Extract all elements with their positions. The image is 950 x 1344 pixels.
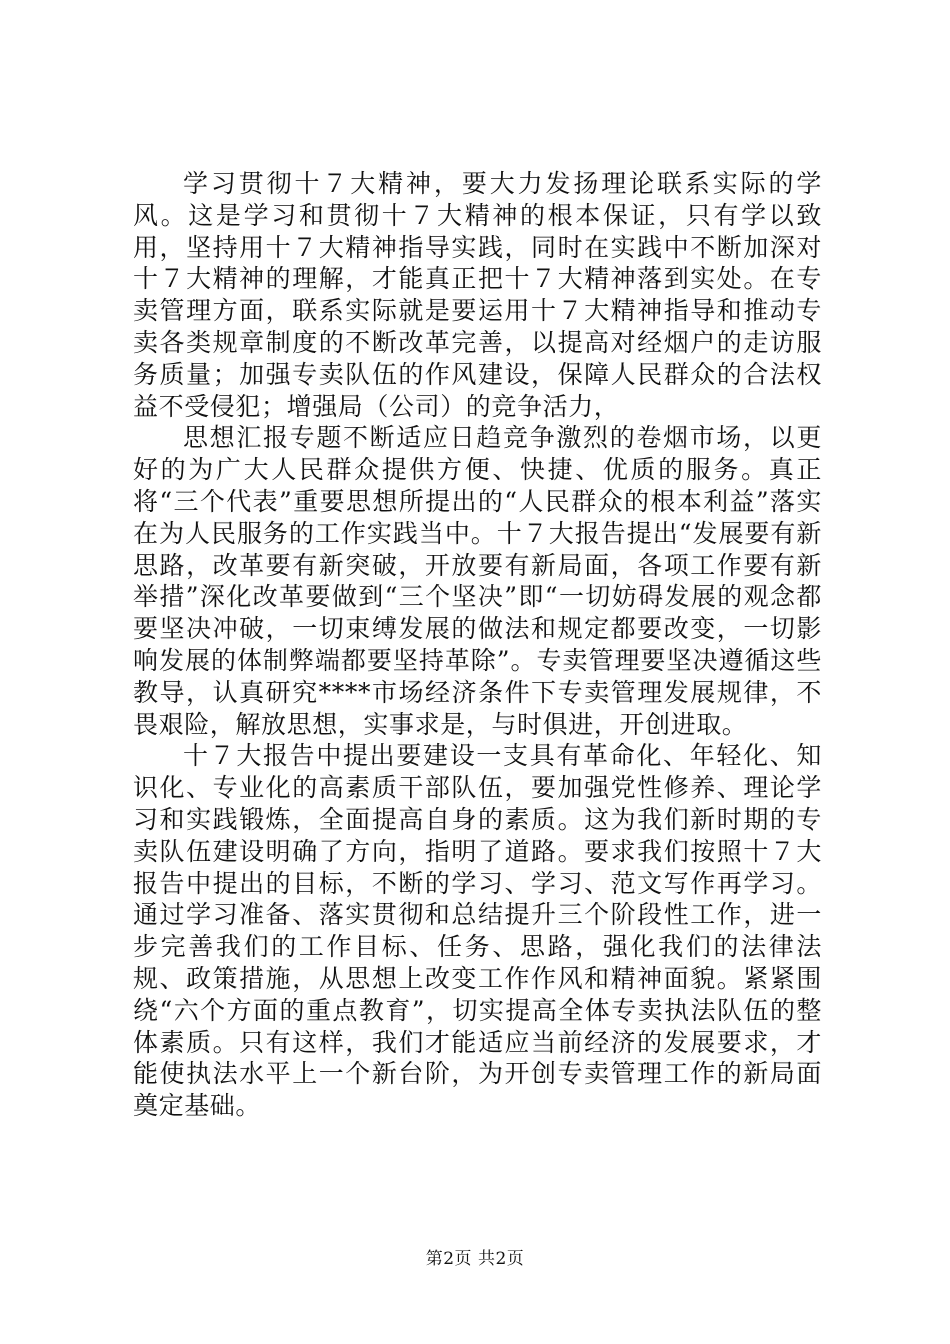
paragraph-1: 学习贯彻十７大精神，要大力发扬理论联系实际的学风。这是学习和贯彻十７大精神的根本保证，只有学以致用，坚持用十７大精神指导实践，同时在实践中不断加深对十７大精神的理解，才能真正把十７大精神落到实处。在专卖管理方面，联系实际就是要运用十７大精神指导和推动专卖各类规章制度的不断改革完善，以提高对经烟户的走访服务质量；加强专卖队伍的作风建设，保障人民群众的合法权益不受侵犯；增强局（公司）的竞争活力， bbox=[133, 169, 822, 421]
page-number-footer: 第2页 共2页 bbox=[425, 1249, 525, 1269]
paragraph-3: 十７大报告中提出要建设一支具有革命化、年轻化、知识化、专业化的高素质干部队伍，要加强党性修养、理论学习和实践锻炼，全面提高自身的素质。这为我们新时期的专卖队伍建设明确了方向，指明了道路。要求我们按照十７大报告中提出的目标，不断的学习、学习、范文写作再学习。通过学习准备、落实贯彻和总结提升三个阶段性工作，进一步完善我们的工作目标、任务、思路，强化我们的法律法规、政策措施，从思想上改变工作作风和精神面貌。紧紧围绕“六个方面的重点教育”，切实提高全体专卖执法队伍的整体素质。只有这样，我们才能适应当前经济的发展要求，才能使执法水平上一个新台阶，为开创专卖管理工作的新局面奠定基础。 bbox=[133, 741, 822, 1121]
paragraph-2: 思想汇报专题不断适应日趋竞争激烈的卷烟市场，以更好的为广大人民群众提供方便、快捷、优质的服务。真正将“三个代表”重要思想所提出的“人民群众的根本利益”落实在为人民服务的工作实践当中。十７大报告提出“发展要有新思路，改革要有新突破，开放要有新局面，各项工作要有新举措”深化改革要做到“三个坚决”即“一切妨碍发展的观念都要坚决冲破，一切束缚发展的做法和规定都要改变，一切影响发展的体制弊端都要坚持革除”。专卖管理要坚决遵循这些教导，认真研究****市场经济条件下专卖管理发展规律，不畏艰险，解放思想，实事求是，与时俱进，开创进取。 bbox=[133, 423, 822, 739]
document-body bbox=[133, 168, 822, 1122]
